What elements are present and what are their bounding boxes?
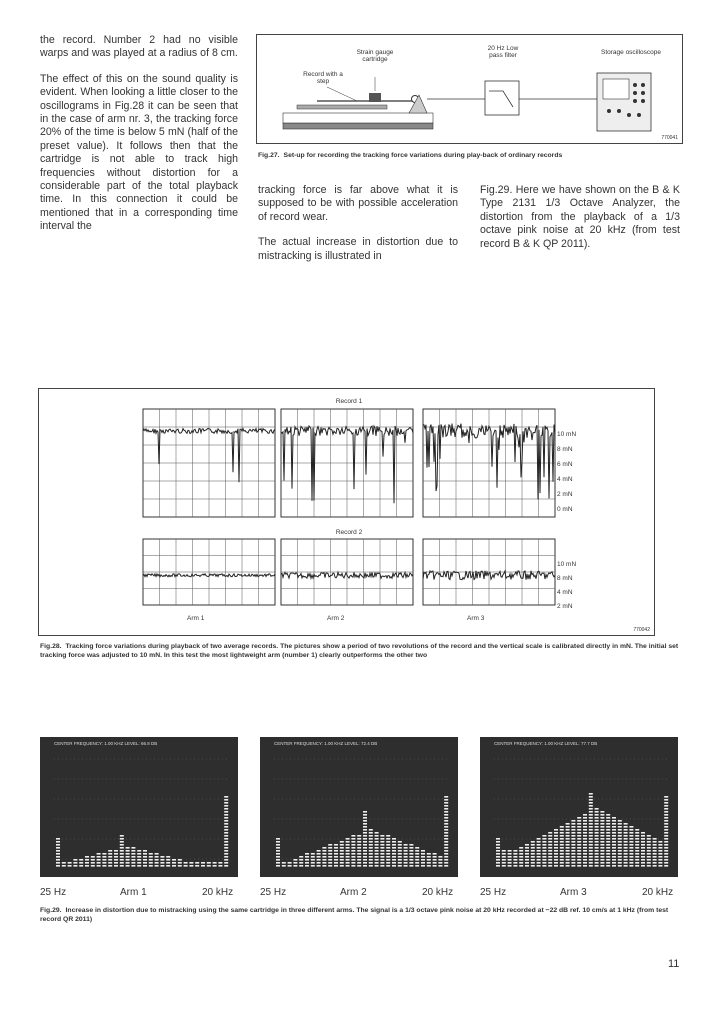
oscillogram-record-1-arm-3 (423, 409, 555, 517)
oscillogram-record-1-arm-2 (281, 409, 413, 517)
caption-number: Fig.28. (40, 643, 62, 650)
scale-label: 10 mN (557, 431, 577, 438)
figure-code: 770042 (633, 627, 650, 633)
axis-high-frequency: 20 kHz (422, 887, 454, 898)
arm-2-label: Arm 2 (327, 615, 345, 622)
scale-label: 4 mN (557, 589, 573, 596)
scale-record-1 (557, 431, 597, 521)
axis-high-frequency: 20 kHz (642, 887, 674, 898)
figure-29-caption (40, 906, 680, 925)
figure-27-setup-diagram (256, 34, 683, 144)
axis-low-frequency: 25 Hz (260, 887, 287, 898)
scale-label: 8 mN (557, 446, 573, 453)
label-filter: 20 Hz Low pass filter (487, 45, 519, 59)
text-column-left (40, 34, 238, 246)
arm-1-label: Arm 1 (187, 615, 205, 622)
figure-27-caption (258, 151, 688, 160)
paragraph: Fig.29. Here we have shown on the B & K Type 2131 1/3 Octave Analyzer, the distortion from the playback of a 1/3 octave pink noise at 20 kHz (from test record B & K QP 2011). (480, 184, 680, 250)
analyzer-header: CENTER FREQUENCY: 1.00 KHZ LEVEL: 77.7 DB (494, 741, 598, 746)
analyzer-header: CENTER FREQUENCY: 1.00 KHZ LEVEL: 72.4 DB (274, 741, 378, 746)
caption-text: Tracking force variations during playback of two average records. The pictures show a period of two revolutions of the record and the vertical scale is calibrated directly in mN. The initial set tracking force was adjusted to 10 mN. In this test the most lightweight arm (number 1) clearly outperforms the other two (40, 643, 679, 660)
label-record: Record with a step (303, 71, 343, 85)
analyzer-screen-1 (40, 737, 238, 877)
figure-28-caption (40, 642, 680, 661)
scale-label: 8 mN (557, 575, 573, 582)
arm-3-label: Arm 3 (467, 615, 485, 622)
paragraph: tracking force is far above what it is supposed to be with possible acceleration of record wear. (258, 184, 458, 223)
scale-record-2 (557, 561, 597, 617)
paragraph: the record. Number 2 had no visible warps and was played at a radius of 8 cm. (40, 34, 238, 60)
analyzer-screen-3 (480, 737, 678, 877)
record-1-title: Record 1 (335, 398, 363, 405)
analyzer-header: CENTER FREQUENCY: 1.00 KHZ LEVEL: 66.8 DB (54, 741, 158, 746)
arm-label: Arm 2 (340, 887, 367, 898)
analyzer-bars (40, 737, 238, 877)
axis-low-frequency: 25 Hz (40, 887, 67, 898)
oscillogram-record-1-arm-1 (143, 409, 275, 517)
scale-label: 6 mN (557, 461, 573, 468)
figure-28-oscillograms (38, 388, 655, 636)
arm-label: Arm 1 (120, 887, 147, 898)
axis-high-frequency: 20 kHz (202, 887, 234, 898)
arm-label: Arm 3 (560, 887, 587, 898)
oscillogram-record-2-arm-2 (281, 539, 413, 605)
paragraph: The effect of this on the sound quality is evident. When looking a little closer to the oscillograms in Fig.28 it can be seen that in the case of arm nr. 3, the tracking force 20% of the time is below 5 mN (half of the preset value). It follows then that the cartridge is not able to track high frequencies without distortion for a considerable part of the total playback time. In this connection it could be mentioned that in a corresponding time interval the (40, 72, 238, 233)
scale-label: 10 mN (557, 561, 577, 568)
scale-label: 4 mN (557, 476, 573, 483)
caption-text: Increase in distortion due to mistracking using the same cartridge in three different arms. The signal is a 1/3 octave pink noise at 20 kHz recorded at −22 dB ref. 10 cm/s at 1 kHz (from test record QR 2011) (40, 907, 669, 924)
record-2-title: Record 2 (335, 529, 363, 536)
scale-label: 2 mN (557, 491, 573, 498)
page-number: 11 (668, 958, 680, 970)
oscillogram-record-2-arm-3 (423, 539, 555, 605)
caption-text: Set-up for recording the tracking force variations during play-back of ordinary records (283, 152, 563, 159)
analyzer-bars (480, 737, 678, 877)
label-strain-gauge: Strain gauge cartridge (356, 49, 394, 63)
label-oscilloscope: Storage oscilloscope (601, 49, 661, 56)
oscillogram-record-2-arm-1 (143, 539, 275, 605)
text-column-right (480, 184, 680, 263)
figure-code: 770041 (661, 135, 678, 141)
analyzer-screen-2 (260, 737, 458, 877)
paragraph: The actual increase in distortion due to mistracking is illustrated in (258, 236, 458, 262)
analyzer-bars (260, 737, 458, 877)
scale-label: 2 mN (557, 603, 573, 610)
axis-low-frequency: 25 Hz (480, 887, 507, 898)
text-column-middle (258, 184, 458, 275)
caption-number: Fig.27. (258, 152, 280, 159)
caption-number: Fig.29. (40, 907, 62, 914)
scale-label: 0 mN (557, 506, 573, 513)
